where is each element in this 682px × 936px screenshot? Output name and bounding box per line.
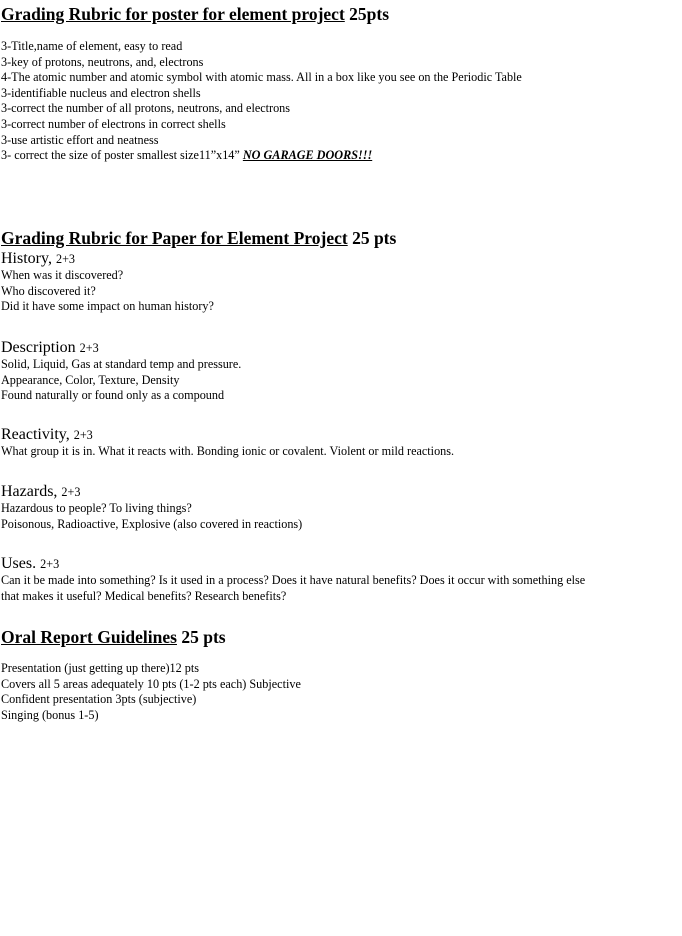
hazards-points: 2+3: [61, 485, 81, 499]
reactivity-heading: [1, 426, 679, 444]
description-points: 2+3: [79, 341, 99, 355]
description-line: Appearance, Color, Texture, Density: [1, 372, 180, 387]
reactivity-points: 2+3: [73, 428, 93, 442]
uses-line: Can it be made into something? Is it used in a process? Does it have natural benefits? Does it occur with something else that makes it useful? Medical benefits? Research benefits?: [1, 573, 586, 603]
poster-item: 3-key of protons, neutrons, and, electrons: [1, 54, 204, 69]
oral-report-points: 25 pts: [181, 627, 226, 647]
history-label: History,: [1, 250, 52, 267]
poster-item: 3-Title,name of element, easy to read: [1, 39, 183, 53]
oral-item: Singing (bonus 1-5): [1, 707, 99, 722]
history-heading: [1, 250, 679, 268]
paper-rubric-points: 25 pts: [352, 228, 397, 248]
uses-points: 2+3: [40, 557, 60, 571]
poster-rubric-points: 25pts: [349, 4, 390, 24]
hazards-section: [1, 483, 679, 532]
description-label: Description: [1, 339, 76, 356]
oral-report-heading: [1, 627, 679, 647]
history-section: [1, 250, 679, 315]
history-points: 2+3: [55, 252, 76, 266]
description-heading: [1, 339, 679, 357]
poster-rubric-list: [1, 39, 679, 164]
paper-rubric-section: [1, 228, 679, 248]
history-line: Who discovered it?: [1, 283, 96, 298]
reactivity-line: What group it is in. What it reacts with. Bonding ionic or covalent. Violent or mild reactions.: [1, 444, 455, 458]
poster-rubric-heading: [1, 4, 679, 24]
paper-rubric-heading: [1, 228, 679, 248]
poster-item: 3-identifiable nucleus and electron shells: [1, 85, 201, 100]
reactivity-label: Reactivity,: [1, 426, 70, 443]
oral-item: Covers all 5 areas adequately 10 pts (1-2 pts each) Subjective: [1, 676, 301, 691]
poster-item: 3-use artistic effort and neatness: [1, 132, 159, 147]
uses-heading: [1, 555, 679, 573]
poster-item: 3-correct number of electrons in correct shells: [1, 116, 226, 131]
oral-report-title: Oral Report Guidelines: [1, 627, 177, 647]
description-section: [1, 339, 679, 404]
oral-report-section: [1, 627, 679, 723]
hazards-heading: [1, 483, 679, 501]
hazards-line: Poisonous, Radioactive, Explosive (also covered in reactions): [1, 516, 303, 531]
oral-report-list: [1, 661, 679, 723]
uses-section: [1, 555, 679, 604]
poster-item-size: [1, 148, 679, 164]
paper-rubric-title: Grading Rubric for Paper for Element Project: [1, 228, 348, 248]
poster-size-text: 3- correct the size of poster smallest size11”x14”: [1, 148, 243, 163]
description-line: Solid, Liquid, Gas at standard temp and pressure.: [1, 357, 242, 371]
poster-item: 3-correct the number of all protons, neutrons, and electrons: [1, 101, 291, 116]
oral-item: Confident presentation 3pts (subjective): [1, 692, 197, 707]
oral-item: Presentation (just getting up there)12 pts: [1, 661, 200, 675]
poster-rubric-section: [1, 4, 679, 164]
hazards-line: Hazardous to people? To living things?: [1, 501, 192, 515]
history-line: When was it discovered?: [1, 268, 124, 282]
reactivity-section: [1, 426, 679, 460]
description-line: Found naturally or found only as a compound: [1, 388, 225, 403]
uses-label: Uses.: [1, 555, 37, 572]
poster-rubric-title: Grading Rubric for poster for element project: [1, 4, 345, 24]
poster-item: 4-The atomic number and atomic symbol with atomic mass. All in a box like you see on the Periodic Table: [1, 70, 522, 85]
no-garage-doors-note: NO GARAGE DOORS!!!: [242, 148, 373, 163]
hazards-label: Hazards,: [1, 483, 58, 500]
history-line: Did it have some impact on human history?: [1, 299, 214, 314]
